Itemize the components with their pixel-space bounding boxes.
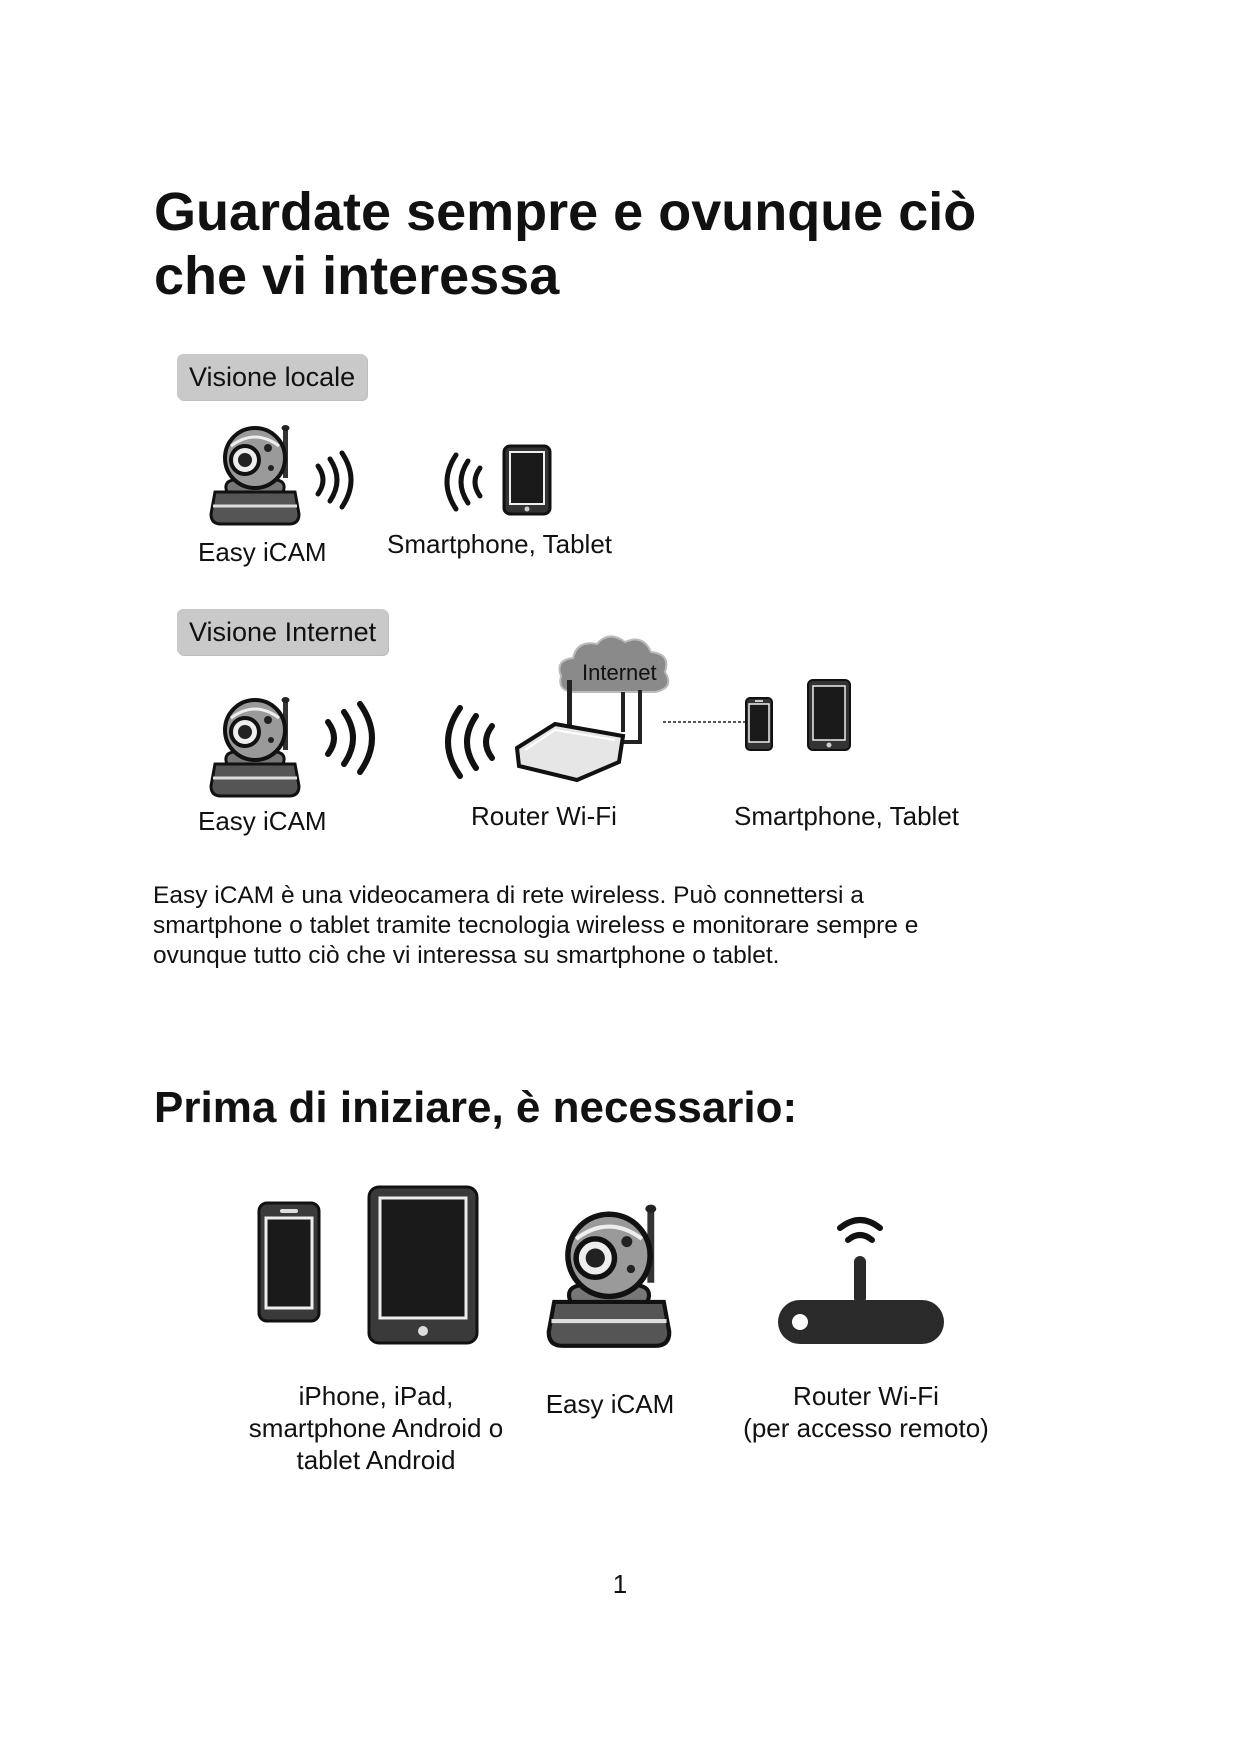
wifi-waves-icon [442, 454, 486, 510]
tablet-icon [806, 678, 852, 752]
requirement-router-line: Router Wi-Fi [793, 1381, 939, 1411]
page-title-text: Guardate sempre e ovunque ciò che vi interessa [154, 182, 977, 306]
requirement-camera-label: Easy iCAM [545, 1389, 675, 1419]
description-paragraph [153, 881, 1053, 971]
internet-router-label: Router Wi-Fi [471, 801, 617, 831]
local-view-badge: Visione locale [177, 354, 367, 400]
smartphone-icon [744, 696, 774, 752]
internet-view-badge: Visione Internet [177, 609, 388, 655]
tablet-icon [366, 1184, 480, 1346]
camera-icon [205, 694, 305, 802]
description-line: smartphone o tablet tramite tecnologia wireless e monitorare sempre e [153, 912, 919, 939]
tablet-icon [502, 444, 552, 516]
description-line: Easy iCAM è una videocamera di rete wireless. Può connettersi a [153, 882, 864, 909]
description-line: ovunque tutto ciò che vi interessa su smartphone o tablet. [153, 942, 780, 969]
requirement-router-line: (per accesso remoto) [743, 1413, 989, 1443]
page-title [154, 180, 1054, 308]
local-camera-label: Easy iCAM [198, 537, 327, 567]
wifi-waves-icon [312, 452, 356, 508]
local-device-label: Smartphone, Tablet [387, 529, 612, 559]
wifi-waves-icon [442, 706, 498, 778]
router-icon [770, 1206, 952, 1342]
smartphone-icon [256, 1200, 322, 1324]
camera-icon [540, 1206, 678, 1354]
requirement-router-label [716, 1380, 1016, 1444]
internet-camera-label: Easy iCAM [198, 806, 327, 836]
requirement-devices-label [226, 1380, 526, 1476]
requirement-devices-line: iPhone, iPad, [298, 1381, 454, 1411]
wifi-waves-icon [322, 702, 378, 774]
requirement-devices-line: smartphone Android o [248, 1413, 504, 1443]
requirements-heading [154, 1082, 1054, 1134]
page-number: 1 [612, 1569, 628, 1599]
internet-cloud-label: Internet [582, 660, 657, 685]
requirements-heading-text: Prima di iniziare, è necessario: [154, 1083, 798, 1132]
internet-device-label: Smartphone, Tablet [734, 801, 959, 831]
requirement-devices-line: tablet Android [296, 1445, 456, 1475]
camera-icon [205, 422, 305, 530]
network-diagram [515, 632, 855, 792]
